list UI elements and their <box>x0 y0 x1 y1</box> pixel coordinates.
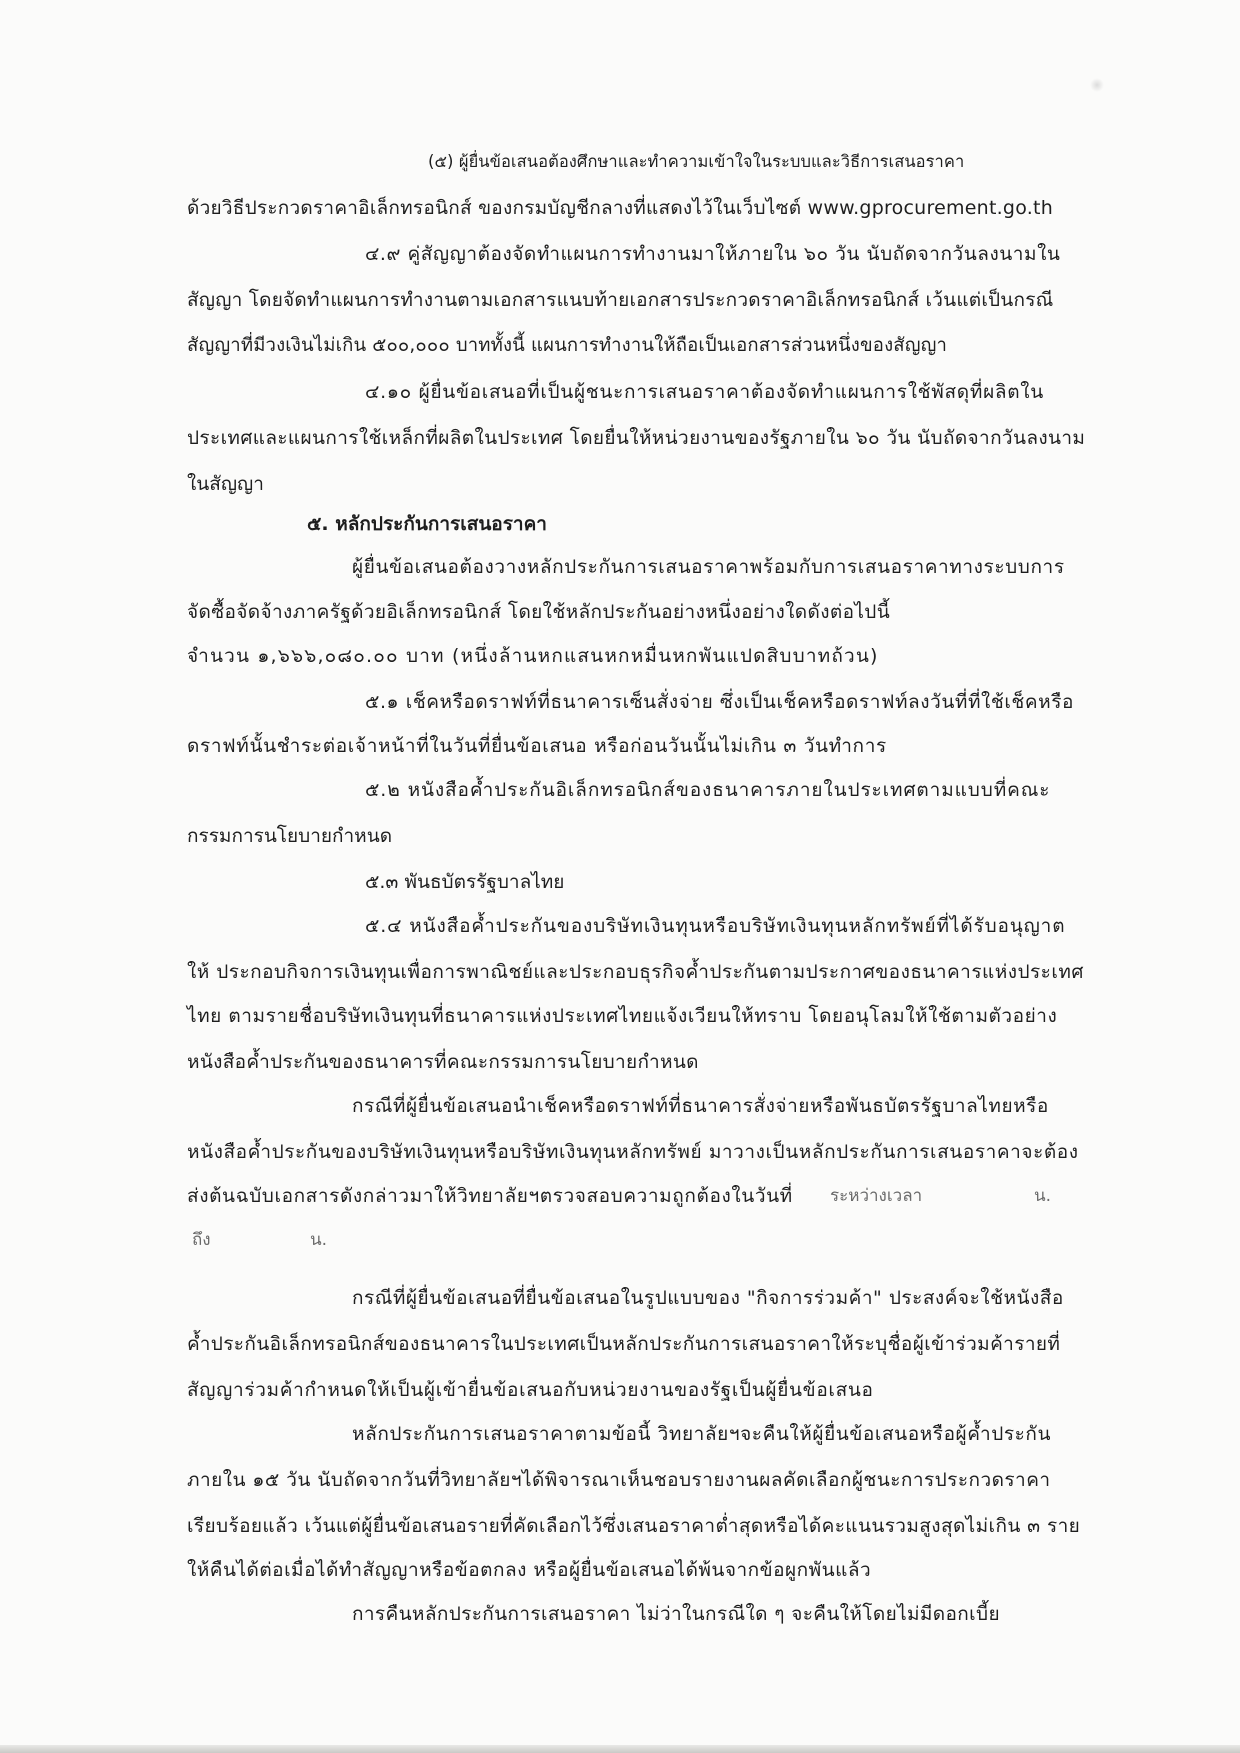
joint-venture-line-1: กรณีที่ผู้ยื่นข้อเสนอที่ยื่นข้อเสนอในรูปแบบของ "กิจการร่วมค้า" ประสงค์จะใช้หนังสือ <box>352 1287 1064 1309</box>
time-unit-label: น. <box>1034 1186 1052 1206</box>
scan-blemish <box>1090 78 1104 92</box>
clause-4-10-line-3: ในสัญญา <box>187 473 264 495</box>
clause-5-4-line-3: ไทย ตามรายชื่อบริษัทเงินทุนที่ธนาคารแห่งประเทศไทยแจ้งเวียนให้ทราบ โดยอนุโลมให้ใช้ตามตัวอย่าง <box>187 1005 1058 1027</box>
clause-5-1-line-1: ๕.๑ เช็คหรือดราฟท์ที่ธนาคารเซ็นสั่งจ่าย ซึ่งเป็นเช็คหรือดราฟท์ลงวันที่ที่ใช้เช็คหรือ <box>365 691 1074 713</box>
cheque-para-line-2: หนังสือค้ำประกันของบริษัทเงินทุนหรือบริษัทเงินทุนหลักทรัพย์ มาวางเป็นหลักประกันการเสนอราคาจะต้อง <box>187 1141 1079 1163</box>
refund-interest-line: การคืนหลักประกันการเสนอราคา ไม่ว่าในกรณีใด ๆ จะคืนให้โดยไม่มีดอกเบี้ย <box>352 1603 1000 1625</box>
scan-bottom-edge <box>0 1745 1240 1753</box>
clause-4-10-line-2: ประเทศและแผนการใช้เหล็กที่ผลิตในประเทศ โดยยื่นให้หน่วยงานของรัฐภายใน ๖๐ วัน นับถัดจากวันลงนาม <box>187 427 1086 449</box>
section-5-amount: จำนวน ๑,๖๖๖,๐๘๐.๐๐ บาท (หนึ่งล้านหกแสนหกหมื่นหกพันแปดสิบบาทถ้วน) <box>187 645 879 667</box>
refund-line-2: ภายใน ๑๕ วัน นับถัดจากวันที่วิทยาลัยฯได้พิจารณาเห็นชอบรายงานผลคัดเลือกผู้ชนะการประกวดราคา <box>187 1469 1051 1491</box>
joint-venture-line-2: ค้ำประกันอิเล็กทรอนิกส์ของธนาคารในประเทศเป็นหลักประกันการเสนอราคาให้ระบุชื่อผู้เข้าร่วมค้ารายที่ <box>187 1333 1061 1355</box>
clause-5-4-line-4: หนังสือค้ำประกันของธนาคารที่คณะกรรมการนโยบายกำหนด <box>187 1051 699 1073</box>
clause-5-4-line-1: ๕.๔ หนังสือค้ำประกันของบริษัทเงินทุนหรือบริษัทเงินทุนหลักทรัพย์ที่ได้รับอนุญาต <box>365 915 1066 937</box>
clause-5-3: ๕.๓ พันธบัตรรัฐบาลไทย <box>365 871 565 893</box>
clause-5-2-line-1: ๕.๒ หนังสือค้ำประกันอิเล็กทรอนิกส์ของธนาคารภายในประเทศตามแบบที่คณะ <box>365 779 1051 801</box>
cheque-para-line-1: กรณีที่ผู้ยื่นข้อเสนอนำเช็คหรือดราฟท์ที่ธนาคารสั่งจ่ายหรือพันธบัตรรัฐบาลไทยหรือ <box>352 1095 1049 1117</box>
section-5-line-2: จัดซื้อจัดจ้างภาครัฐด้วยอิเล็กทรอนิกส์ โดยใช้หลักประกันอย่างหนึ่งอย่างใดดังต่อไปนี้ <box>187 601 891 623</box>
section-5-line-1: ผู้ยื่นข้อเสนอต้องวางหลักประกันการเสนอราคาพร้อมกับการเสนอราคาทางระบบการ <box>352 556 1065 578</box>
clause-5-2-line-2: กรรมการนโยบายกำหนด <box>187 825 393 847</box>
clause-4-8-line-2: ด้วยวิธีประกวดราคาอิเล็กทรอนิกส์ ของกรมบัญชีกลางที่แสดงไว้ในเว็บไซต์ www.gprocurement.go.th <box>187 197 1053 219</box>
refund-line-4: ให้คืนได้ต่อเมื่อได้ทำสัญญาหรือข้อตกลง หรือผู้ยื่นข้อเสนอได้พ้นจากข้อผูกพันแล้ว <box>187 1559 872 1581</box>
refund-line-1: หลักประกันการเสนอราคาตามข้อนี้ วิทยาลัยฯจะคืนให้ผู้ยื่นข้อเสนอหรือผู้ค้ำประกัน <box>352 1423 1052 1445</box>
clause-4-9-line-3: สัญญาที่มีวงเงินไม่เกิน ๕๐๐,๐๐๐ บาททั้งนี้ แผนการทำงานให้ถือเป็นเอกสารส่วนหนึ่งของสัญญา <box>187 335 948 356</box>
refund-line-3: เรียบร้อยแล้ว เว้นแต่ผู้ยื่นข้อเสนอรายที่คัดเลือกไว้ซึ่งเสนอราคาต่ำสุดหรือได้คะแนนรวมสูงสุดไม่เกิน ๓ ราย <box>187 1515 1081 1537</box>
time-to-label: ถึง <box>192 1230 211 1250</box>
joint-venture-line-3: สัญญาร่วมค้ากำหนดให้เป็นผู้เข้ายื่นข้อเสนอกับหน่วยงานของรัฐเป็นผู้ยื่นข้อเสนอ <box>187 1379 874 1401</box>
clause-4-10-line-1: ๔.๑๐ ผู้ยื่นข้อเสนอที่เป็นผู้ชนะการเสนอราคาต้องจัดทำแผนการใช้พัสดุที่ผลิตใน <box>365 381 1044 403</box>
section-5-heading: ๕. หลักประกันการเสนอราคา <box>307 513 547 535</box>
cheque-para-line-3: ส่งต้นฉบับเอกสารดังกล่าวมาให้วิทยาลัยฯตรวจสอบความถูกต้องในวันที่ <box>187 1185 793 1207</box>
clause-4-9-line-1: ๔.๙ คู่สัญญาต้องจัดทำแผนการทำงานมาให้ภายใน ๖๐ วัน นับถัดจากวันลงนามใน <box>365 243 1061 265</box>
time-between-label: ระหว่างเวลา <box>830 1186 923 1206</box>
clause-4-8-line-1: (๕) ผู้ยื่นข้อเสนอต้องศึกษาและทำความเข้าใจในระบบและวิธีการเสนอราคา <box>428 152 965 171</box>
time-unit-label-2: น. <box>310 1230 328 1250</box>
clause-4-9-line-2: สัญญา โดยจัดทำแผนการทำงานตามเอกสารแนบท้ายเอกสารประกวดราคาอิเล็กทรอนิกส์ เว้นแต่เป็นกรณี <box>187 289 1054 311</box>
clause-5-4-line-2: ให้ ประกอบกิจการเงินทุนเพื่อการพาณิชย์และประกอบธุรกิจค้ำประกันตามประกาศของธนาคารแห่งประเทศ <box>187 961 1084 983</box>
clause-5-1-line-2: ดราฟท์นั้นชำระต่อเจ้าหน้าที่ในวันที่ยื่นข้อเสนอ หรือก่อนวันนั้นไม่เกิน ๓ วันทำการ <box>187 735 887 757</box>
